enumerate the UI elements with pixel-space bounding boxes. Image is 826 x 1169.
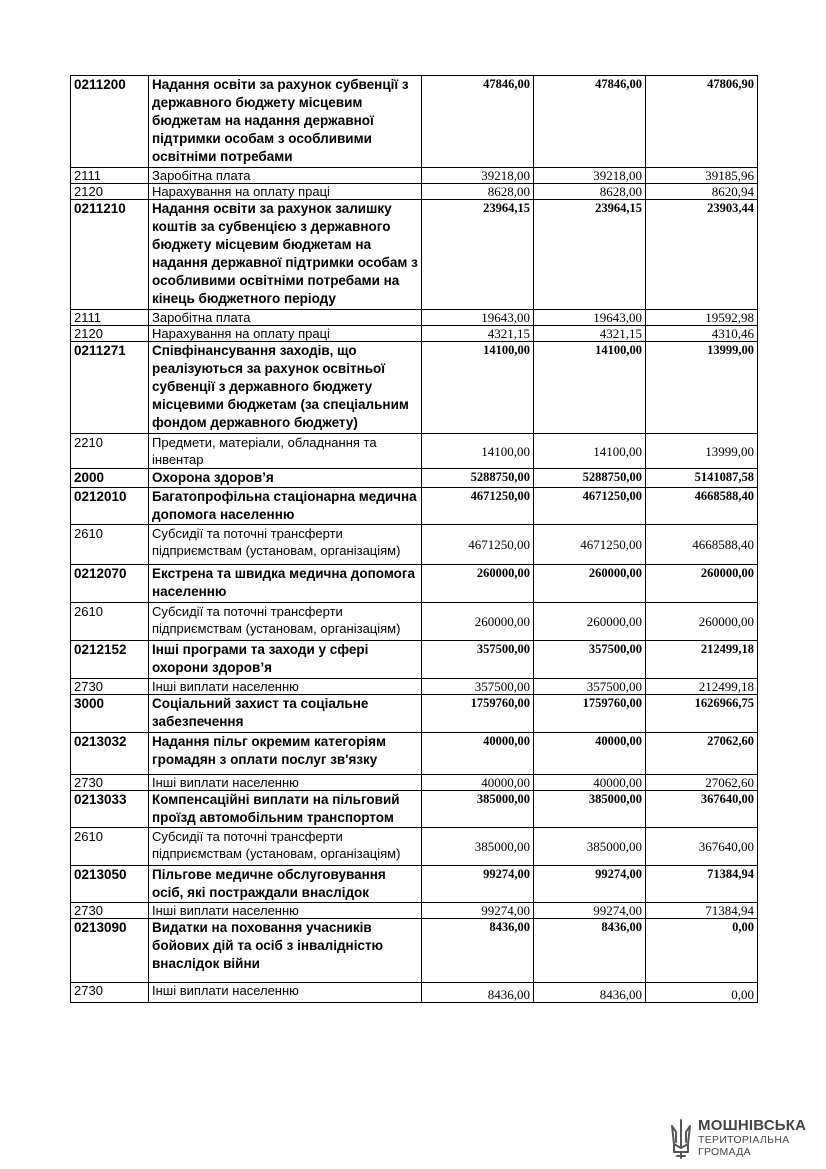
row-plan-year: 14100,00 [422, 434, 534, 469]
row-plan-period: 40000,00 [534, 733, 646, 775]
row-code: 0211200 [71, 76, 149, 168]
row-plan-period: 14100,00 [534, 434, 646, 469]
row-code: 0212070 [71, 565, 149, 603]
row-name: Інші виплати населенню [149, 983, 422, 1003]
row-plan-period: 19643,00 [534, 310, 646, 326]
row-plan-period: 40000,00 [534, 775, 646, 791]
budget-table-body [71, 76, 758, 1003]
row-plan-year: 357500,00 [422, 641, 534, 679]
community-logo [668, 1118, 808, 1162]
logo-line-1: МОШНІВСЬКА [698, 1117, 807, 1134]
row-plan-period: 99274,00 [534, 866, 646, 903]
row-code: 2000 [71, 469, 149, 488]
table-row [71, 791, 758, 828]
row-executed: 4668588,40 [646, 525, 758, 565]
table-row [71, 200, 758, 310]
table-row [71, 342, 758, 434]
table-row [71, 326, 758, 342]
row-plan-year: 260000,00 [422, 565, 534, 603]
row-code: 2610 [71, 603, 149, 641]
row-executed: 212499,18 [646, 679, 758, 695]
row-code: 0213033 [71, 791, 149, 828]
row-executed: 0,00 [646, 983, 758, 1003]
row-code: 2730 [71, 679, 149, 695]
row-name: Компенсаційні виплати на пільговий проїзд автомобільним транспортом [149, 791, 422, 828]
table-row [71, 488, 758, 525]
row-executed: 27062,60 [646, 775, 758, 791]
row-name: Пільгове медичне обслуговування осіб, які постраждали внаслідок [149, 866, 422, 903]
row-plan-year: 39218,00 [422, 168, 534, 184]
row-executed: 47806,90 [646, 76, 758, 168]
row-code: 0213050 [71, 866, 149, 903]
row-executed: 4310,46 [646, 326, 758, 342]
row-plan-period: 14100,00 [534, 342, 646, 434]
row-plan-year: 385000,00 [422, 828, 534, 866]
row-executed: 19592,98 [646, 310, 758, 326]
table-row [71, 469, 758, 488]
row-plan-period: 385000,00 [534, 828, 646, 866]
row-plan-period: 47846,00 [534, 76, 646, 168]
row-code: 0212152 [71, 641, 149, 679]
row-name: Субсидії та поточні трансферти підприємствам (установам, організаціям) [149, 525, 422, 565]
row-plan-year: 357500,00 [422, 679, 534, 695]
row-name: Субсидії та поточні трансферти підприємствам (установам, організаціям) [149, 603, 422, 641]
table-row [71, 828, 758, 866]
row-code: 2730 [71, 775, 149, 791]
row-name: Інші виплати населенню [149, 775, 422, 791]
row-executed: 4668588,40 [646, 488, 758, 525]
row-name: Заробітна плата [149, 168, 422, 184]
row-code: 2111 [71, 310, 149, 326]
row-executed: 367640,00 [646, 828, 758, 866]
row-name: Співфінансування заходів, що реалізуються за рахунок освітньої субвенції з державного бюджету місцевими бюджетам (за спеціальним фондом державного бюджету) [149, 342, 422, 434]
row-executed: 23903,44 [646, 200, 758, 310]
table-row [71, 866, 758, 903]
budget-table [70, 75, 758, 1003]
row-plan-year: 4321,15 [422, 326, 534, 342]
row-code: 0211271 [71, 342, 149, 434]
table-row [71, 434, 758, 469]
row-plan-year: 4671250,00 [422, 525, 534, 565]
row-code: 2120 [71, 184, 149, 200]
table-row [71, 919, 758, 983]
row-executed: 1626966,75 [646, 695, 758, 733]
row-plan-year: 99274,00 [422, 866, 534, 903]
row-name: Екстрена та швидка медична допомога населенню [149, 565, 422, 603]
row-code: 2210 [71, 434, 149, 469]
row-executed: 71384,94 [646, 866, 758, 903]
row-plan-period: 1759760,00 [534, 695, 646, 733]
row-plan-year: 260000,00 [422, 603, 534, 641]
row-plan-period: 8436,00 [534, 983, 646, 1003]
row-plan-period: 99274,00 [534, 903, 646, 919]
table-row [71, 603, 758, 641]
table-row [71, 641, 758, 679]
table-row [71, 565, 758, 603]
row-code: 2111 [71, 168, 149, 184]
row-plan-year: 40000,00 [422, 775, 534, 791]
row-name: Багатопрофільна стаціонарна медична допомога населенню [149, 488, 422, 525]
row-executed: 13999,00 [646, 434, 758, 469]
row-code: 2610 [71, 525, 149, 565]
row-name: Інші виплати населенню [149, 679, 422, 695]
table-row [71, 775, 758, 791]
row-executed: 39185,96 [646, 168, 758, 184]
row-code: 0211210 [71, 200, 149, 310]
row-plan-period: 357500,00 [534, 679, 646, 695]
row-plan-period: 385000,00 [534, 791, 646, 828]
table-row [71, 525, 758, 565]
row-code: 0212010 [71, 488, 149, 525]
row-code: 2730 [71, 983, 149, 1003]
row-plan-period: 4671250,00 [534, 525, 646, 565]
row-name: Видатки на поховання учасників бойових дій та осіб з інвалідністю внаслідок війни [149, 919, 422, 983]
row-plan-year: 8436,00 [422, 919, 534, 983]
row-plan-year: 1759760,00 [422, 695, 534, 733]
row-plan-year: 40000,00 [422, 733, 534, 775]
row-name: Субсидії та поточні трансферти підприємствам (установам, організаціям) [149, 828, 422, 866]
row-name: Надання освіти за рахунок субвенції з державного бюджету місцевим бюджетам на надання державної підтримки особам з особливими освітніми потребами [149, 76, 422, 168]
row-code: 0213032 [71, 733, 149, 775]
table-row [71, 184, 758, 200]
row-plan-period: 260000,00 [534, 603, 646, 641]
table-row [71, 983, 758, 1003]
row-code: 0213090 [71, 919, 149, 983]
table-row [71, 695, 758, 733]
row-plan-period: 8628,00 [534, 184, 646, 200]
row-plan-year: 19643,00 [422, 310, 534, 326]
row-plan-period: 357500,00 [534, 641, 646, 679]
row-executed: 0,00 [646, 919, 758, 983]
row-name: Інші програми та заходи у сфері охорони здоров’я [149, 641, 422, 679]
table-row [71, 168, 758, 184]
row-executed: 27062,60 [646, 733, 758, 775]
row-code: 3000 [71, 695, 149, 733]
row-name: Інші виплати населенню [149, 903, 422, 919]
row-name: Нарахування на оплату праці [149, 184, 422, 200]
row-plan-period: 23964,15 [534, 200, 646, 310]
row-executed: 212499,18 [646, 641, 758, 679]
row-plan-year: 8628,00 [422, 184, 534, 200]
row-plan-year: 99274,00 [422, 903, 534, 919]
row-executed: 367640,00 [646, 791, 758, 828]
row-plan-year: 4671250,00 [422, 488, 534, 525]
row-name: Охорона здоров’я [149, 469, 422, 488]
row-name: Надання освіти за рахунок залишку коштів за субвенцією з державного бюджету місцевим бюджетам на надання державної підтримки особам з особливими освітніми потребами на кінець бюджетного періоду [149, 200, 422, 310]
row-plan-year: 8436,00 [422, 983, 534, 1003]
table-row [71, 903, 758, 919]
logo-line-2: ТЕРИТОРІАЛЬНА [698, 1134, 790, 1146]
row-plan-period: 39218,00 [534, 168, 646, 184]
row-executed: 13999,00 [646, 342, 758, 434]
row-plan-year: 14100,00 [422, 342, 534, 434]
row-plan-year: 23964,15 [422, 200, 534, 310]
row-name: Нарахування на оплату праці [149, 326, 422, 342]
table-row [71, 733, 758, 775]
row-code: 2120 [71, 326, 149, 342]
row-code: 2730 [71, 903, 149, 919]
row-plan-year: 47846,00 [422, 76, 534, 168]
table-row [71, 310, 758, 326]
row-code: 2610 [71, 828, 149, 866]
row-executed: 260000,00 [646, 565, 758, 603]
row-executed: 260000,00 [646, 603, 758, 641]
row-plan-period: 4671250,00 [534, 488, 646, 525]
row-executed: 71384,94 [646, 903, 758, 919]
row-executed: 8620,94 [646, 184, 758, 200]
row-plan-period: 4321,15 [534, 326, 646, 342]
table-row [71, 679, 758, 695]
row-name: Заробітна плата [149, 310, 422, 326]
logo-line-3: ГРОМАДА [698, 1145, 751, 1158]
trident-icon [668, 1118, 694, 1160]
row-plan-period: 8436,00 [534, 919, 646, 983]
row-plan-year: 5288750,00 [422, 469, 534, 488]
row-plan-year: 385000,00 [422, 791, 534, 828]
row-plan-period: 5288750,00 [534, 469, 646, 488]
row-name: Предмети, матеріали, обладнання та інвентар [149, 434, 422, 469]
table-row [71, 76, 758, 168]
row-executed: 5141087,58 [646, 469, 758, 488]
row-plan-period: 260000,00 [534, 565, 646, 603]
row-name: Соціальний захист та соціальне забезпечення [149, 695, 422, 733]
row-name: Надання пільг окремим категоріям громадян з оплати послуг зв'язку [149, 733, 422, 775]
